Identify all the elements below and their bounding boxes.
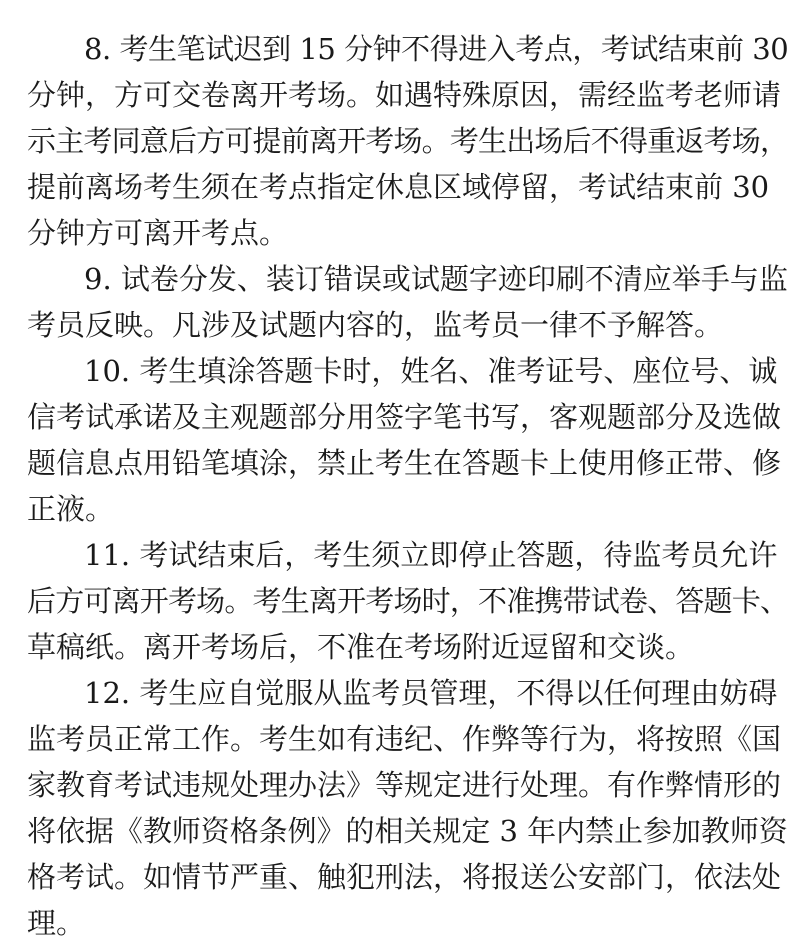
rule-10-line-4: 正液。 (27, 492, 115, 526)
rule-12-line-3: 家教育考试违规处理办法》等规定进行处理。有作弊情形的 (27, 768, 782, 802)
rule-8-line-2: 分钟，方可交卷离开考场。如遇特殊原因，需经监考老师请 (27, 78, 782, 112)
rule-8-line-1: 8. 考生笔试迟到 15 分钟不得进入考点，考试结束前 30 (84, 32, 789, 66)
rule-8-line-3: 示主考同意后方可提前离开考场。考生出场后不得重返考场， (27, 124, 789, 158)
rule-12-line-4: 将依据《教师资格条例》的相关规定 3 年内禁止参加教师资 (27, 814, 788, 848)
rule-9-line-2: 考员反映。凡涉及试题内容的，监考员一律不予解答。 (27, 308, 724, 342)
rule-12-line-1: 12. 考生应自觉服从监考员管理，不得以任何理由妨碍 (84, 676, 778, 710)
rule-11-line-2: 后方可离开考场。考生离开考场时，不准携带试卷、答题卡、 (27, 584, 789, 618)
rule-12-line-6: 理。 (27, 906, 86, 940)
rule-9-line-1: 9. 试卷分发、装订错误或试题字迹印刷不清应举手与监 (84, 262, 788, 296)
rule-12-line-5: 格考试。如情节严重、触犯刑法，将报送公安部门，依法处 (27, 860, 782, 894)
rule-8-line-5: 分钟方可离开考点。 (27, 216, 289, 250)
rule-10-line-3: 题信息点用铅笔填涂，禁止考生在答题卡上使用修正带、修 (27, 446, 782, 480)
rule-10-line-1: 10. 考生填涂答题卡时，姓名、准考证号、座位号、诚 (84, 354, 778, 388)
rule-11-line-3: 草稿纸。离开考场后，不准在考场附近逗留和交谈。 (27, 630, 695, 664)
rule-10-line-2: 信考试承诺及主观题部分用签字笔书写，客观题部分及选做 (27, 400, 782, 434)
rule-11-line-1: 11. 考试结束后，考生须立即停止答题，待监考员允许 (84, 538, 778, 572)
rule-8-line-4: 提前离场考生须在考点指定休息区域停留，考试结束前 30 (27, 170, 770, 204)
rule-12-line-2: 监考员正常工作。考生如有违纪、作弊等行为，将按照《国 (27, 722, 782, 756)
